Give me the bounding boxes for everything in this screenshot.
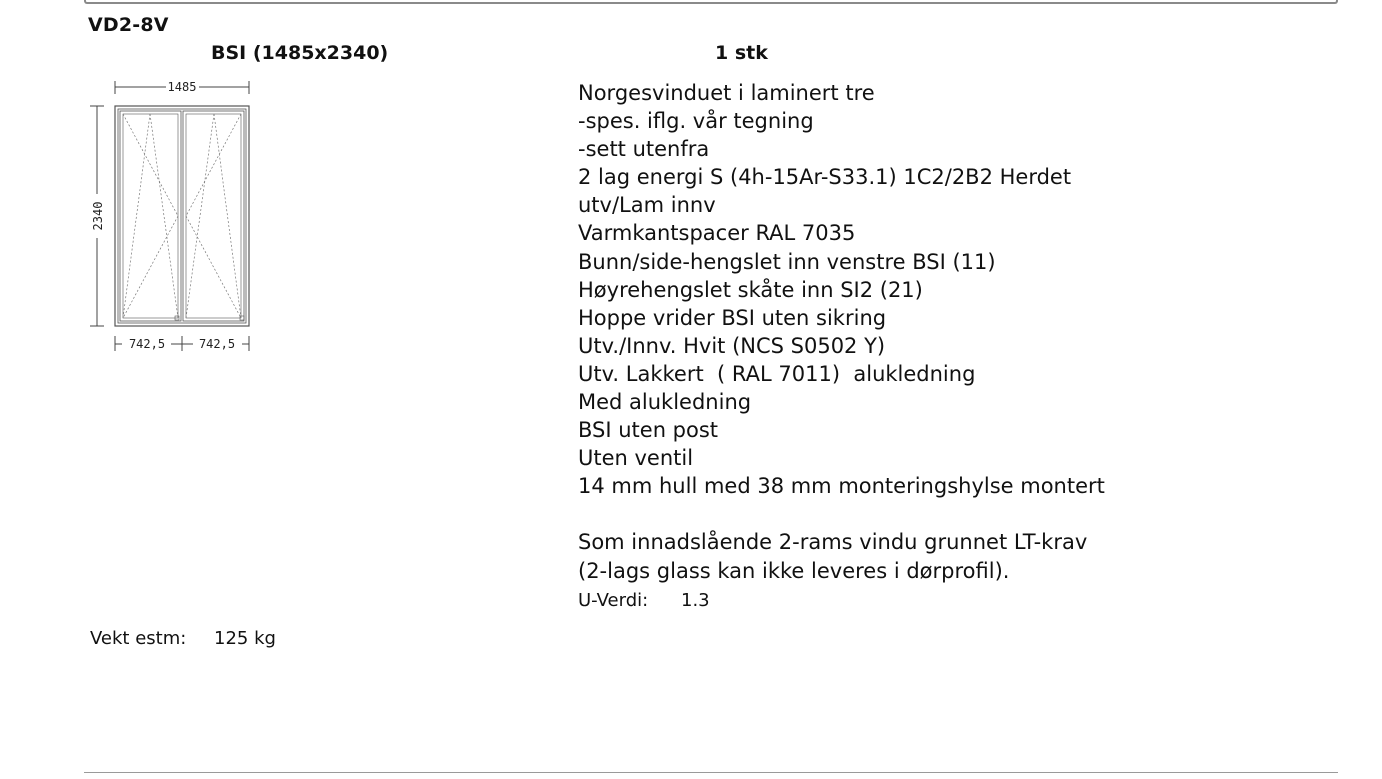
spec-line: Norgesvinduet i laminert tre (578, 81, 875, 105)
spec-line: BSI uten post (578, 418, 719, 443)
spec-line: utv/Lam innv (578, 193, 716, 218)
spec-line: -spes. iflg. vår tegning (578, 109, 814, 134)
weight-label: Vekt estm: (90, 628, 187, 649)
note-line-2: (2-lags glass kan ikke leveres i dørprofil). (578, 558, 1010, 583)
weight-value: 125 kg (214, 628, 276, 649)
spec-line: 14 mm hull med 38 mm monteringshylse montert (578, 474, 1105, 499)
spec-line: Utv. Lakkert ( RAL 7011) alukledning (578, 361, 976, 386)
height-label: 2340 (91, 201, 105, 231)
spec-line: 2 lag energi S (4h-15Ar-S33.1) 1C2/2B2 Herdet (578, 165, 1072, 190)
spec-line: Hoppe vrider BSI uten sikring (578, 305, 887, 330)
quantity: 1 stk (715, 42, 768, 64)
spec-line: Varmkantspacer RAL 7035 (578, 221, 856, 246)
weight-estimate (90, 628, 276, 649)
spec-line: Bunn/side-hengslet inn venstre BSI (11) (578, 249, 996, 274)
item-code: VD2-8V (88, 14, 169, 36)
width-label: 1485 (167, 80, 197, 94)
spec-line: Med alukledning (578, 390, 752, 415)
lt-note (578, 528, 1087, 585)
bottom-divider (84, 772, 1338, 773)
spec-line: Høyrehengslet skåte inn SI2 (21) (578, 277, 923, 302)
top-border (84, 0, 1338, 4)
spec-list (578, 79, 1105, 500)
u-value (578, 590, 710, 611)
window-frame (115, 106, 249, 326)
window-drawing (86, 76, 256, 358)
opening-indicators (123, 114, 241, 318)
product-type: BSI (1485x2340) (211, 42, 389, 64)
left-sash-label: 742,5 (128, 337, 166, 351)
note-line-1: Som innadslående 2-rams vindu grunnet LT-krav (578, 530, 1088, 554)
spec-line: Uten ventil (578, 446, 694, 471)
u-value-number: 1.3 (681, 590, 710, 611)
right-sash-label: 742,5 (198, 337, 236, 351)
u-value-label: U-Verdi: (578, 590, 649, 611)
spec-line: -sett utenfra (578, 137, 710, 162)
spec-line: Utv./Innv. Hvit (NCS S0502 Y) (578, 333, 886, 358)
